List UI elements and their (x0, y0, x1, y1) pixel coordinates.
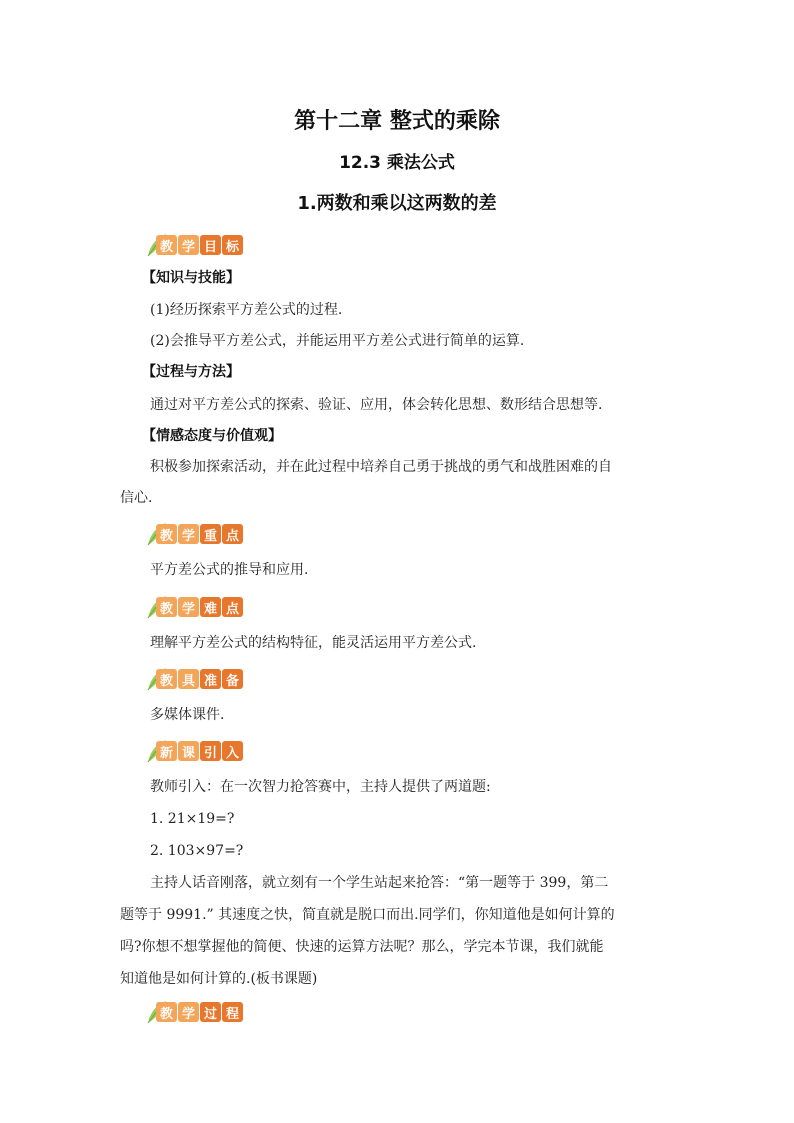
section-title: 12.3 乘法公式 (339, 153, 455, 173)
intro-paragraph-line-1: 主持人话音刚落，就立刻有一个学生站起来抢答：“第一题等于 399，第二 (150, 875, 609, 891)
badge-char: 目 (200, 235, 221, 255)
intro-question-2: 2. 103×97=? (150, 843, 244, 859)
topic-title: 1.两数和乘以这两数的差 (297, 193, 497, 214)
badge-char: 学 (178, 524, 199, 544)
badge-char: 引 (200, 741, 221, 761)
badge-char: 具 (178, 669, 199, 689)
badge-char: 标 (222, 235, 243, 255)
process-heading: 【过程与方法】 (142, 364, 240, 380)
badge-char: 重 (200, 524, 221, 544)
knowledge-item-1: (1)经历探索平方差公式的过程. (150, 302, 343, 318)
chapter-title: 第十二章 整式的乘除 (294, 109, 500, 134)
badge-char: 点 (222, 597, 243, 617)
badge-char: 学 (178, 597, 199, 617)
badge-char: 入 (222, 741, 243, 761)
badge-char: 新 (156, 741, 177, 761)
emotion-heading: 【情感态度与价值观】 (142, 428, 282, 444)
badge-char: 过 (200, 1002, 221, 1022)
badge-char: 学 (178, 235, 199, 255)
emotion-line-2: 信心. (120, 490, 153, 506)
badge-char: 准 (200, 669, 221, 689)
knowledge-heading: 【知识与技能】 (142, 270, 240, 286)
intro-paragraph-line-2: 题等于 9991.” 其速度之快，简直就是脱口而出.同学们，你知道他是如何计算的 (120, 907, 615, 923)
badge-char: 课 (178, 741, 199, 761)
intro-paragraph-line-4: 知道他是如何计算的.(板书课题) (120, 971, 318, 987)
badge-char: 备 (222, 669, 243, 689)
badge-char: 教 (156, 597, 177, 617)
intro-question-1: 1. 21×19=? (150, 811, 235, 827)
process-item-1: 通过对平方差公式的探索、验证、应用，体会转化思想、数形结合思想等. (150, 397, 603, 413)
badge-char: 教 (156, 669, 177, 689)
badge-char: 学 (178, 1002, 199, 1022)
emotion-line-1: 积极参加探索活动，并在此过程中培养自己勇于挑战的勇气和战胜困难的自 (150, 459, 612, 475)
badge-char: 难 (200, 597, 221, 617)
difficulty-text: 理解平方差公式的结构特征，能灵活运用平方差公式. (150, 635, 477, 651)
key-point-text: 平方差公式的推导和应用. (150, 562, 309, 578)
badge-char: 教 (156, 524, 177, 544)
badge-char: 程 (222, 1002, 243, 1022)
badge-char: 教 (156, 1002, 177, 1022)
tools-text: 多媒体课件. (150, 707, 225, 723)
knowledge-item-2: (2)会推导平方差公式，并能运用平方差公式进行简单的运算. (150, 333, 525, 349)
badge-char: 点 (222, 524, 243, 544)
badge-char: 教 (156, 235, 177, 255)
intro-paragraph-line-3: 吗?你想不想掌握他的简便、快速的运算方法呢？那么，学完本节课，我们就能 (120, 939, 604, 955)
intro-line-1: 教师引入：在一次智力抢答赛中，主持人提供了两道题: (150, 779, 491, 795)
